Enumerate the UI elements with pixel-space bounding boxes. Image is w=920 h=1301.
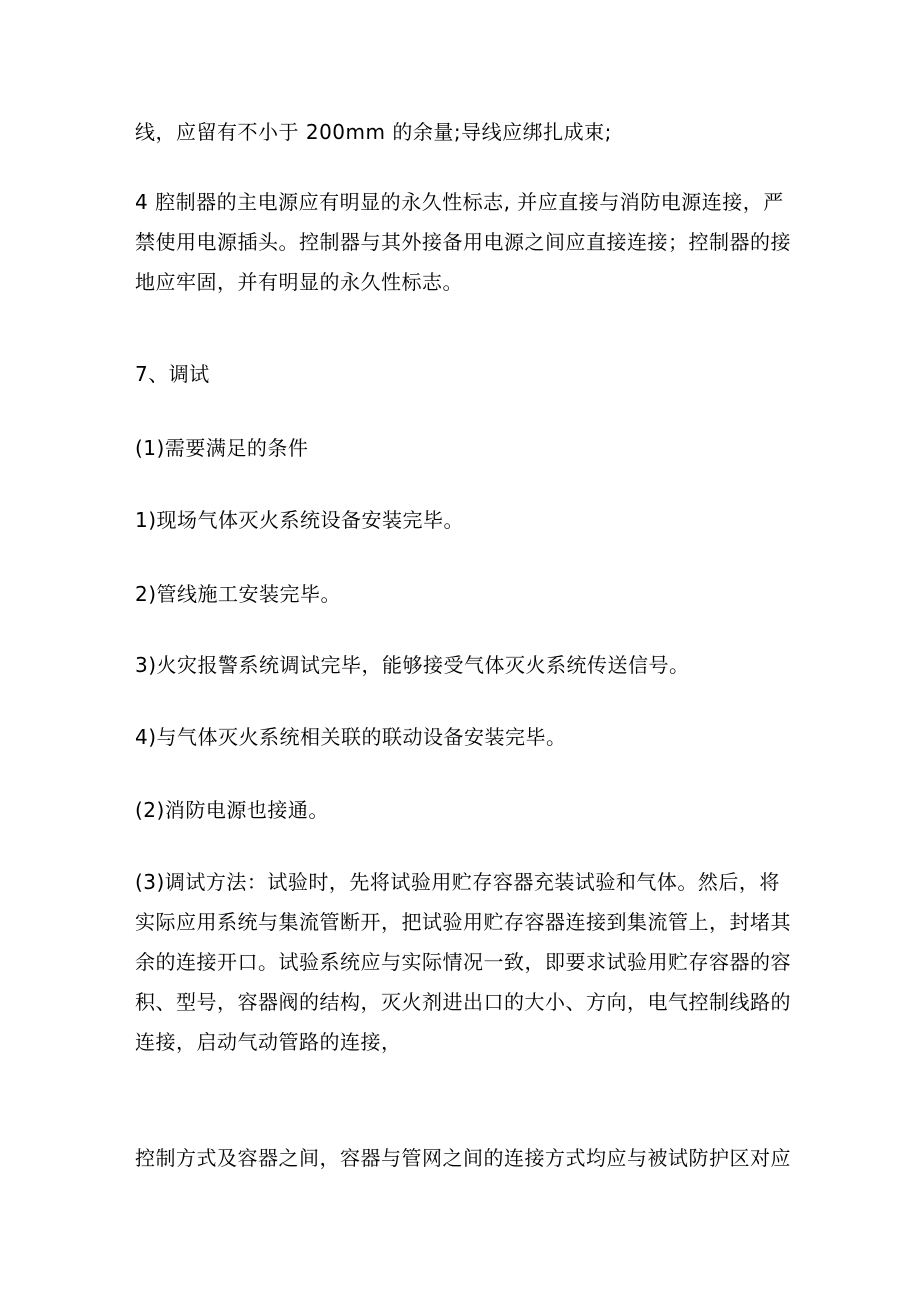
text-line: (1)需要满足的条件 bbox=[135, 436, 309, 460]
condition-item-4 bbox=[135, 717, 795, 757]
text-line: 4)与气体灭火系统相关联的联动设备安装完毕。 bbox=[135, 725, 567, 749]
subheading-conditions bbox=[135, 428, 795, 468]
text-line: 1)现场气体灭火系统设备安装完毕。 bbox=[135, 508, 465, 532]
text-line: 控制方式及容器之间，容器与管网之间的连接方式均应与被试防护区对应 bbox=[135, 1146, 791, 1170]
text-line: 实际应用系统与集流管断开，把试验用贮存容器连接到集流管上，封堵其 bbox=[135, 910, 791, 934]
text-line: 连接，启动气动管路的连接， bbox=[135, 1030, 402, 1054]
text-line: 3)火灾报警系统调试完毕，能够接受气体灭火系统传送信号。 bbox=[135, 653, 690, 677]
text-line: 禁使用电源插头。控制器与其外接备用电源之间应直接连接；控制器的接 bbox=[135, 230, 791, 254]
text-line: 7、调试 bbox=[135, 362, 210, 386]
paragraph-wire-allowance bbox=[135, 112, 795, 152]
text-line: 2)管线施工安装完毕。 bbox=[135, 582, 342, 606]
condition-item-2 bbox=[135, 574, 795, 614]
condition-item-1 bbox=[135, 500, 795, 540]
paragraph-test-method bbox=[135, 862, 795, 1062]
section-heading-debugging bbox=[135, 354, 795, 394]
text-line: 地应牢固，并有明显的永久性标志。 bbox=[135, 270, 463, 294]
text-line: 余的连接开口。试验系统应与实际情况一致，即要求试验用贮存容器的容 bbox=[135, 950, 791, 974]
text-line: (2)消防电源也接通。 bbox=[135, 798, 329, 822]
paragraph-control-method bbox=[135, 1138, 795, 1178]
text-line: 线，应留有不小于 200mm 的余量;导线应绑扎成束; bbox=[135, 120, 612, 144]
text-line: 4 腔制器的主电源应有明显的永久性标志, 并应直接与消防电源连接，严 bbox=[135, 190, 784, 214]
paragraph-fire-power bbox=[135, 790, 795, 830]
condition-item-3 bbox=[135, 645, 795, 685]
text-line: (3)调试方法：试验时，先将试验用贮存容器充装试验和气体。然后，将 bbox=[135, 870, 780, 894]
paragraph-controller-power bbox=[135, 182, 795, 302]
text-line: 积、型号，容器阀的结构，灭火剂进出口的大小、方向，电气控制线路的 bbox=[135, 990, 791, 1014]
